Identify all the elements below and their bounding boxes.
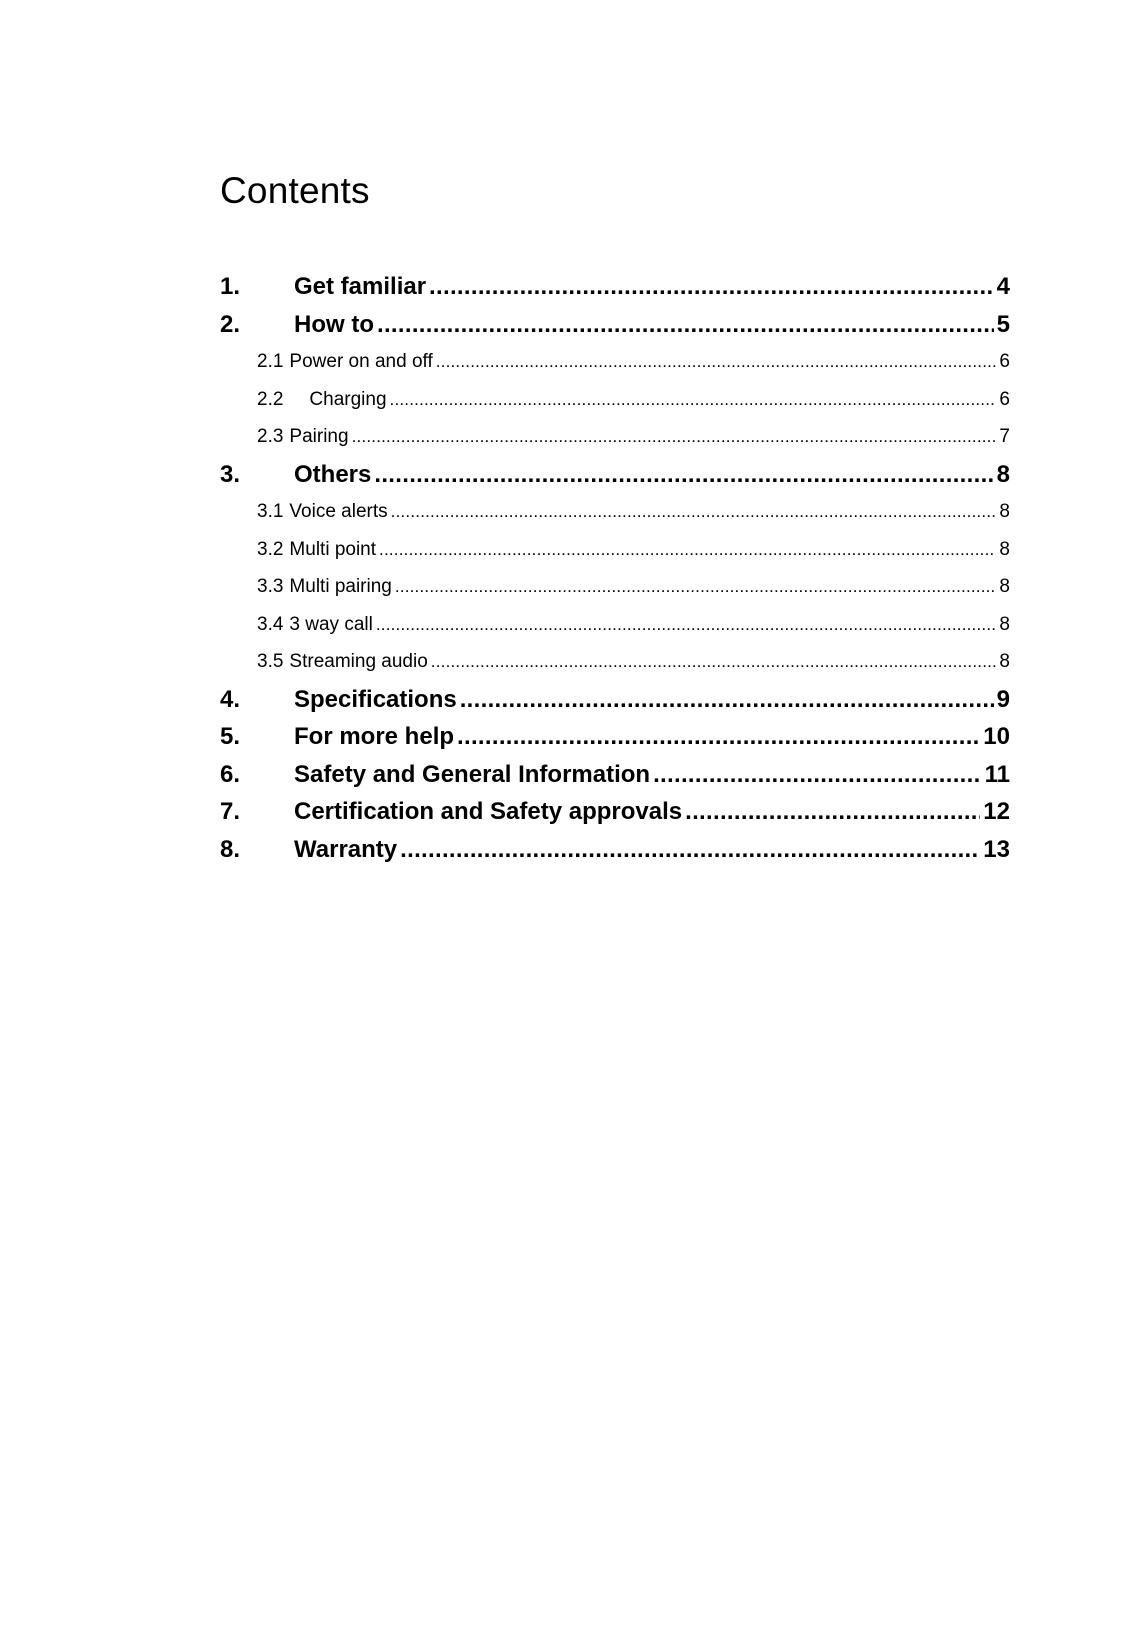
dot-leader — [457, 718, 980, 756]
toc-subentry[interactable] — [220, 381, 1010, 419]
toc-subentry-label: Pairing — [289, 426, 349, 447]
dot-leader — [400, 831, 980, 869]
toc-entry-page: 4 — [996, 273, 1010, 300]
toc-entry-number: 3. — [220, 460, 241, 488]
toc-subentry[interactable] — [220, 343, 1010, 381]
toc-subentry-number: 2.2 — [257, 388, 284, 410]
dot-leader — [685, 793, 980, 831]
toc-subentry-page: 8 — [999, 538, 1010, 560]
toc-entry-page: 8 — [996, 460, 1010, 488]
toc-subentry-number: 3.4 — [257, 613, 284, 635]
toc-entry-page: 12 — [983, 798, 1010, 825]
toc-subentry-number: 3.2 — [257, 538, 284, 560]
toc-subentry[interactable] — [220, 568, 1010, 606]
toc-entry-page: 10 — [983, 723, 1010, 750]
toc-entry-label: Safety and General Information — [294, 760, 651, 788]
toc-entry[interactable] — [220, 681, 1010, 719]
toc-entry[interactable] — [220, 831, 1010, 869]
toc-entry-page: 13 — [983, 835, 1010, 863]
toc-subentry-label: 3 way call — [289, 613, 373, 635]
toc-entry-label: How to — [294, 310, 374, 338]
toc-entry-number: 6. — [220, 760, 241, 788]
toc-subentry-page: 8 — [999, 651, 1010, 672]
toc-subentry-label: Power on and off — [289, 351, 433, 372]
dot-leader — [377, 306, 994, 344]
toc-entry-label: For more help — [294, 723, 455, 750]
toc-entry-page: 5 — [996, 310, 1010, 338]
dot-leader — [376, 606, 997, 644]
toc-subentry-label: Multi point — [289, 538, 377, 560]
toc-subentry-number: 2.1 — [257, 351, 284, 372]
toc-entry-page: 11 — [984, 760, 1010, 788]
toc-subentry-label: Voice alerts — [289, 501, 388, 522]
toc-subentry[interactable] — [220, 531, 1010, 569]
toc-subentry-label: Streaming audio — [289, 651, 428, 672]
toc-entry[interactable] — [220, 793, 1010, 831]
dot-leader — [352, 418, 997, 456]
toc-entry-number: 2. — [220, 310, 241, 338]
toc-entry-label: Warranty — [294, 835, 398, 863]
toc-entry[interactable] — [220, 268, 1010, 306]
page-title: Contents — [220, 170, 370, 211]
dot-leader — [653, 756, 982, 794]
toc-subentry[interactable] — [220, 606, 1010, 644]
dot-leader — [379, 531, 996, 569]
toc-subentry-page: 6 — [999, 351, 1010, 372]
toc-subentry-page: 8 — [999, 501, 1010, 522]
dot-leader — [390, 381, 997, 419]
toc-entry-number: 5. — [220, 723, 241, 750]
toc-entry-label: Get familiar — [294, 273, 427, 300]
toc-subentry-label: Multi pairing — [289, 576, 392, 597]
toc-entry-page: 9 — [996, 685, 1010, 713]
toc-entry-label: Certification and Safety approvals — [294, 798, 683, 825]
toc-entry-label: Specifications — [294, 685, 457, 713]
toc-entry-number: 8. — [220, 835, 241, 863]
toc-subentry-page: 7 — [999, 426, 1010, 447]
toc-subentry-page: 6 — [999, 388, 1010, 410]
toc-subentry-number: 3.1 — [257, 501, 284, 522]
dot-leader — [374, 456, 993, 494]
toc-subentry-page: 8 — [999, 613, 1010, 635]
dot-leader — [391, 493, 997, 531]
toc-entry[interactable] — [220, 306, 1010, 344]
dot-leader — [431, 643, 997, 681]
toc-entry[interactable] — [220, 718, 1010, 756]
toc-entry-number: 1. — [220, 273, 241, 300]
toc-subentry-number: 3.5 — [257, 651, 284, 672]
toc-entry[interactable] — [220, 756, 1010, 794]
toc-subentry-page: 8 — [999, 576, 1010, 597]
toc-subentry-number: 2.3 — [257, 426, 284, 447]
toc-entry[interactable] — [220, 456, 1010, 494]
toc-subentry[interactable] — [220, 418, 1010, 456]
toc-subentry-label: Charging — [309, 388, 387, 410]
toc-subentry[interactable] — [220, 493, 1010, 531]
toc-subentry[interactable] — [220, 643, 1010, 681]
dot-leader — [429, 268, 994, 306]
toc-entry-number: 7. — [220, 798, 241, 825]
table-of-contents — [220, 268, 1010, 868]
dot-leader — [395, 568, 997, 606]
toc-entry-label: Others — [294, 460, 372, 488]
toc-entry-number: 4. — [220, 685, 241, 713]
dot-leader — [436, 343, 997, 381]
toc-subentry-number: 3.3 — [257, 576, 284, 597]
dot-leader — [460, 681, 994, 719]
